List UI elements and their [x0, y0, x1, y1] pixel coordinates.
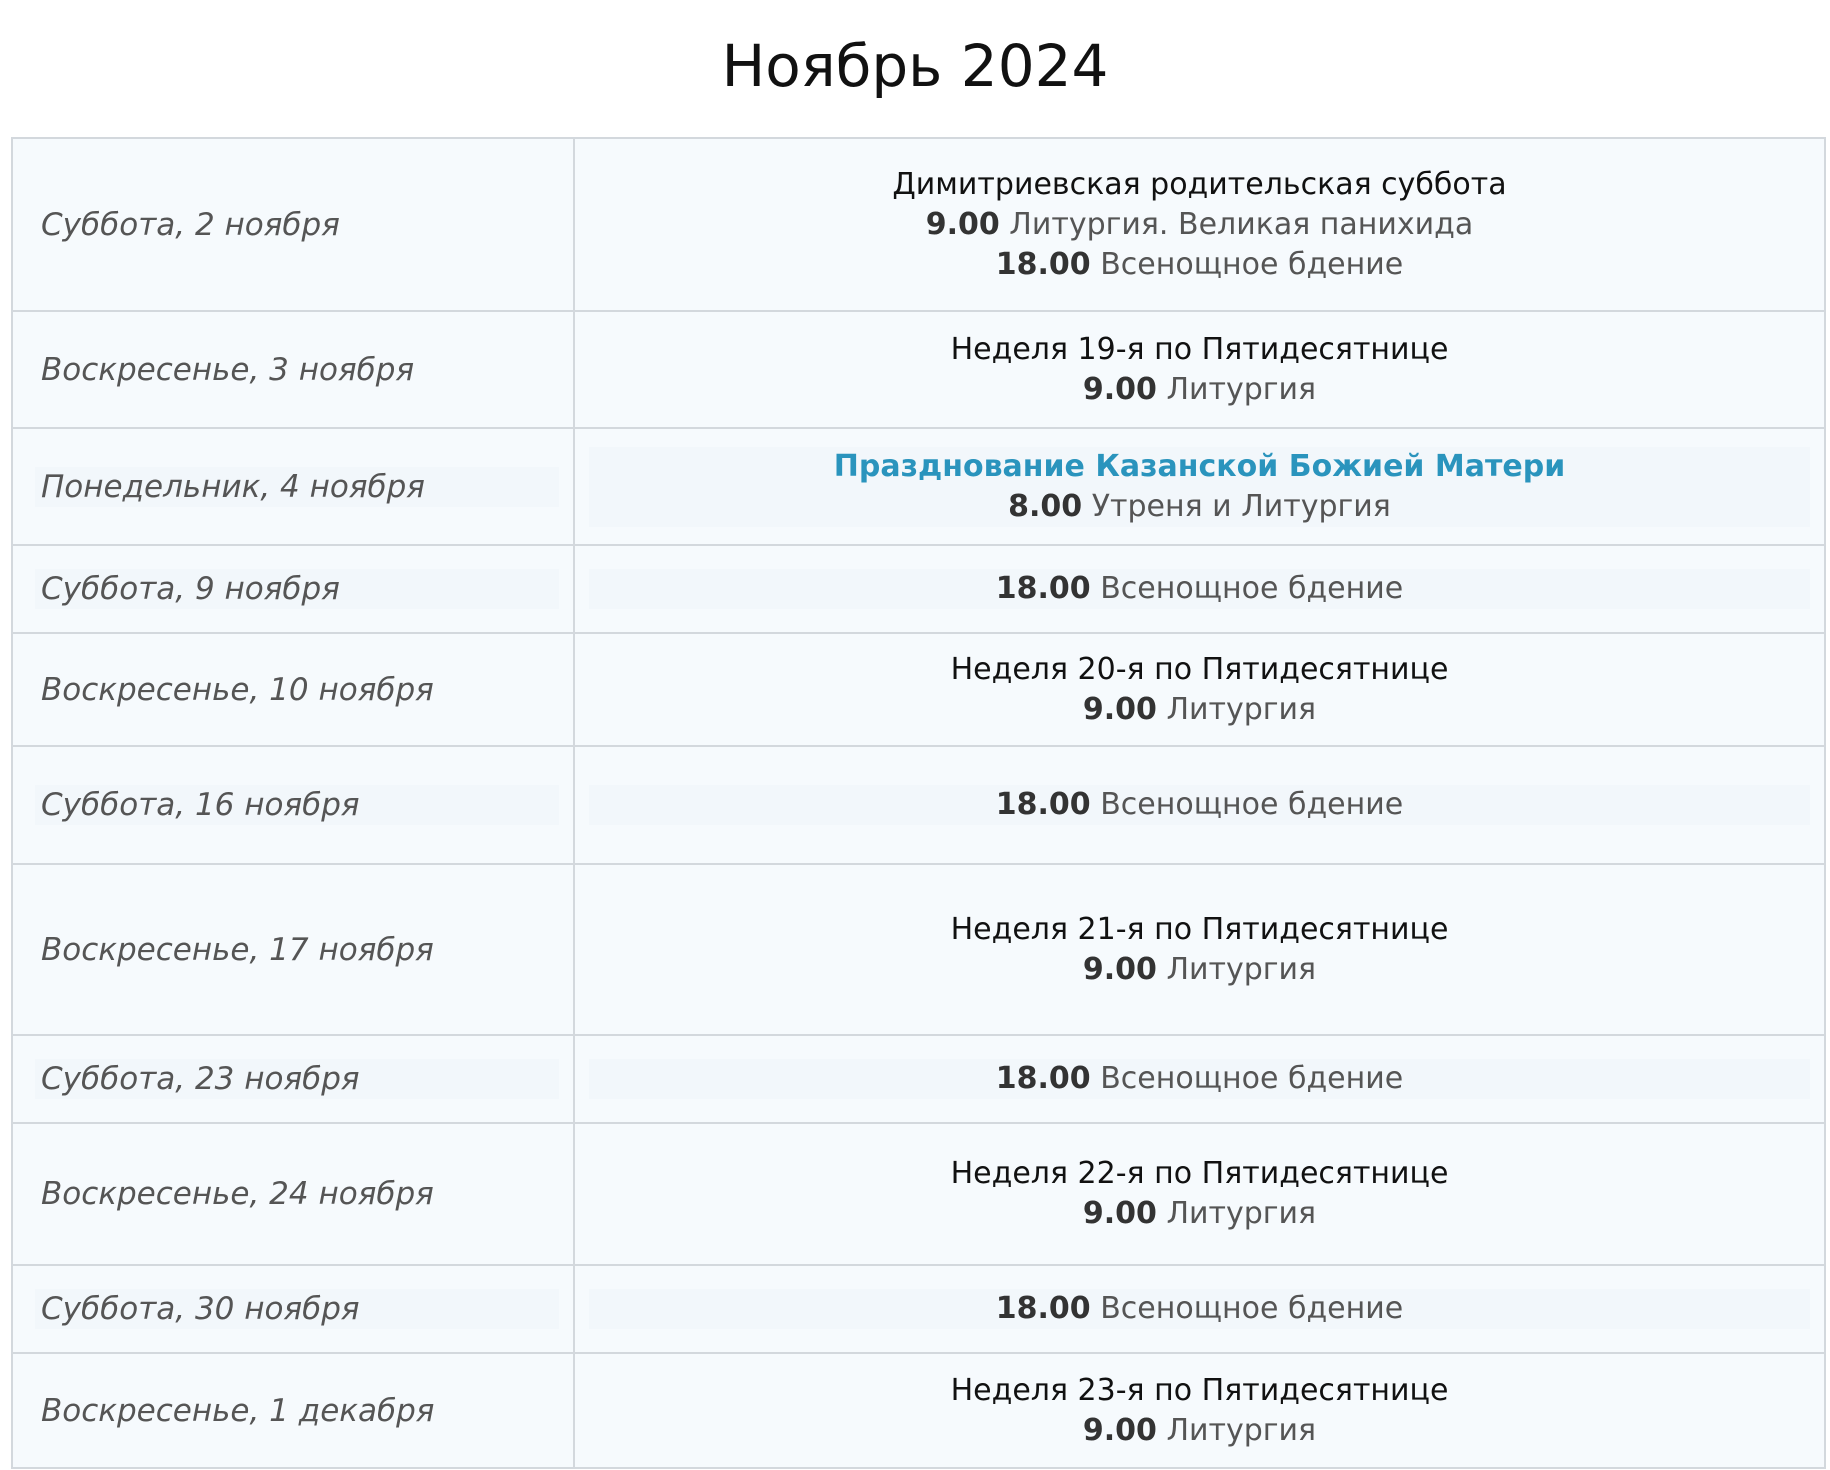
date-label: Воскресенье, 3 ноября [41, 351, 415, 388]
service-time: 18.00 [995, 1291, 1091, 1326]
service-time: 18.00 [995, 571, 1091, 606]
date-label: Воскресенье, 24 ноября [41, 1176, 434, 1212]
service-time: 9.00 [1082, 1196, 1157, 1231]
table-row [12, 311, 1825, 428]
service-name: Утреня и Литургия [1091, 488, 1391, 524]
schedule-table [11, 137, 1826, 1469]
service-line [589, 370, 1810, 410]
table-row [12, 1035, 1825, 1123]
service-cell [574, 746, 1825, 864]
feast-title: Неделя 21-я по Пятидесятнице [950, 911, 1449, 947]
service-cell [574, 428, 1825, 545]
feast-title: Неделя 22-я по Пятидесятнице [950, 1156, 1449, 1191]
service-line [589, 1411, 1810, 1451]
date-label: Воскресенье, 10 ноября [41, 671, 434, 708]
service-line [589, 487, 1810, 527]
service-name: Литургия [1166, 371, 1317, 407]
date-cell [12, 1265, 574, 1353]
service-time: 18.00 [995, 1061, 1091, 1096]
service-line [589, 785, 1810, 825]
feast-title: Неделя 19-я по Пятидесятнице [950, 331, 1449, 367]
date-cell [12, 633, 574, 746]
date-cell [12, 138, 574, 311]
service-line [589, 1289, 1810, 1329]
table-row [12, 633, 1825, 746]
service-name: Всенощное бдение [1100, 787, 1404, 822]
feast-title: Димитриевская родительская суббота [892, 166, 1507, 202]
date-label: Суббота, 16 ноября [35, 785, 559, 825]
service-time: 8.00 [1008, 488, 1083, 524]
service-name: Литургия. Великая панихида [1009, 206, 1474, 242]
table-row [12, 428, 1825, 545]
service-cell [574, 1035, 1825, 1123]
service-cell [574, 138, 1825, 311]
date-label: Воскресенье, 1 декабря [41, 1392, 435, 1429]
service-name: Всенощное бдение [1100, 571, 1404, 606]
table-row [12, 864, 1825, 1035]
service-line [589, 245, 1810, 285]
date-cell [12, 864, 574, 1035]
date-cell [12, 1123, 574, 1265]
service-cell [574, 864, 1825, 1035]
service-line [589, 205, 1810, 245]
date-cell [12, 746, 574, 864]
service-time: 9.00 [1082, 371, 1157, 407]
date-cell [12, 1353, 574, 1468]
table-row [12, 1353, 1825, 1468]
service-cell [574, 1265, 1825, 1353]
service-time: 9.00 [1082, 951, 1157, 987]
service-time: 18.00 [995, 246, 1091, 282]
service-cell [574, 1353, 1825, 1468]
service-name: Литургия [1166, 691, 1317, 727]
date-cell [12, 311, 574, 428]
service-line [589, 950, 1810, 990]
service-cell [574, 633, 1825, 746]
service-time: 9.00 [1082, 691, 1157, 727]
service-cell [574, 311, 1825, 428]
service-cell [574, 545, 1825, 633]
date-label: Суббота, 30 ноября [35, 1289, 559, 1329]
service-line [589, 1059, 1810, 1099]
date-label: Суббота, 23 ноября [35, 1059, 559, 1099]
table-row [12, 1123, 1825, 1265]
service-name: Всенощное бдение [1100, 246, 1404, 282]
date-label: Суббота, 2 ноября [41, 206, 340, 243]
date-cell [12, 545, 574, 633]
feast-title: Неделя 23-я по Пятидесятнице [950, 1372, 1449, 1408]
service-line [589, 1194, 1810, 1234]
table-row [12, 746, 1825, 864]
service-name: Всенощное бдение [1100, 1291, 1404, 1326]
service-line [589, 569, 1810, 609]
service-name: Литургия [1166, 1196, 1317, 1231]
page-title: Ноябрь 2024 [721, 32, 1109, 100]
service-cell [574, 1123, 1825, 1265]
table-row [12, 1265, 1825, 1353]
date-label: Понедельник, 4 ноября [35, 467, 559, 507]
date-cell [12, 428, 574, 545]
service-line [589, 690, 1810, 730]
service-time: 9.00 [925, 206, 1000, 242]
service-name: Литургия [1166, 1412, 1317, 1448]
feast-title-highlight: Празднование Казанской Божией Матери [833, 448, 1566, 484]
date-label: Воскресенье, 17 ноября [41, 931, 434, 968]
table-row [12, 138, 1825, 311]
service-name: Литургия [1166, 951, 1317, 987]
table-row [12, 545, 1825, 633]
service-time: 18.00 [995, 787, 1091, 822]
feast-title: Неделя 20-я по Пятидесятнице [950, 651, 1449, 687]
service-time: 9.00 [1082, 1412, 1157, 1448]
service-name: Всенощное бдение [1100, 1061, 1404, 1096]
date-label: Суббота, 9 ноября [35, 569, 559, 609]
date-cell [12, 1035, 574, 1123]
